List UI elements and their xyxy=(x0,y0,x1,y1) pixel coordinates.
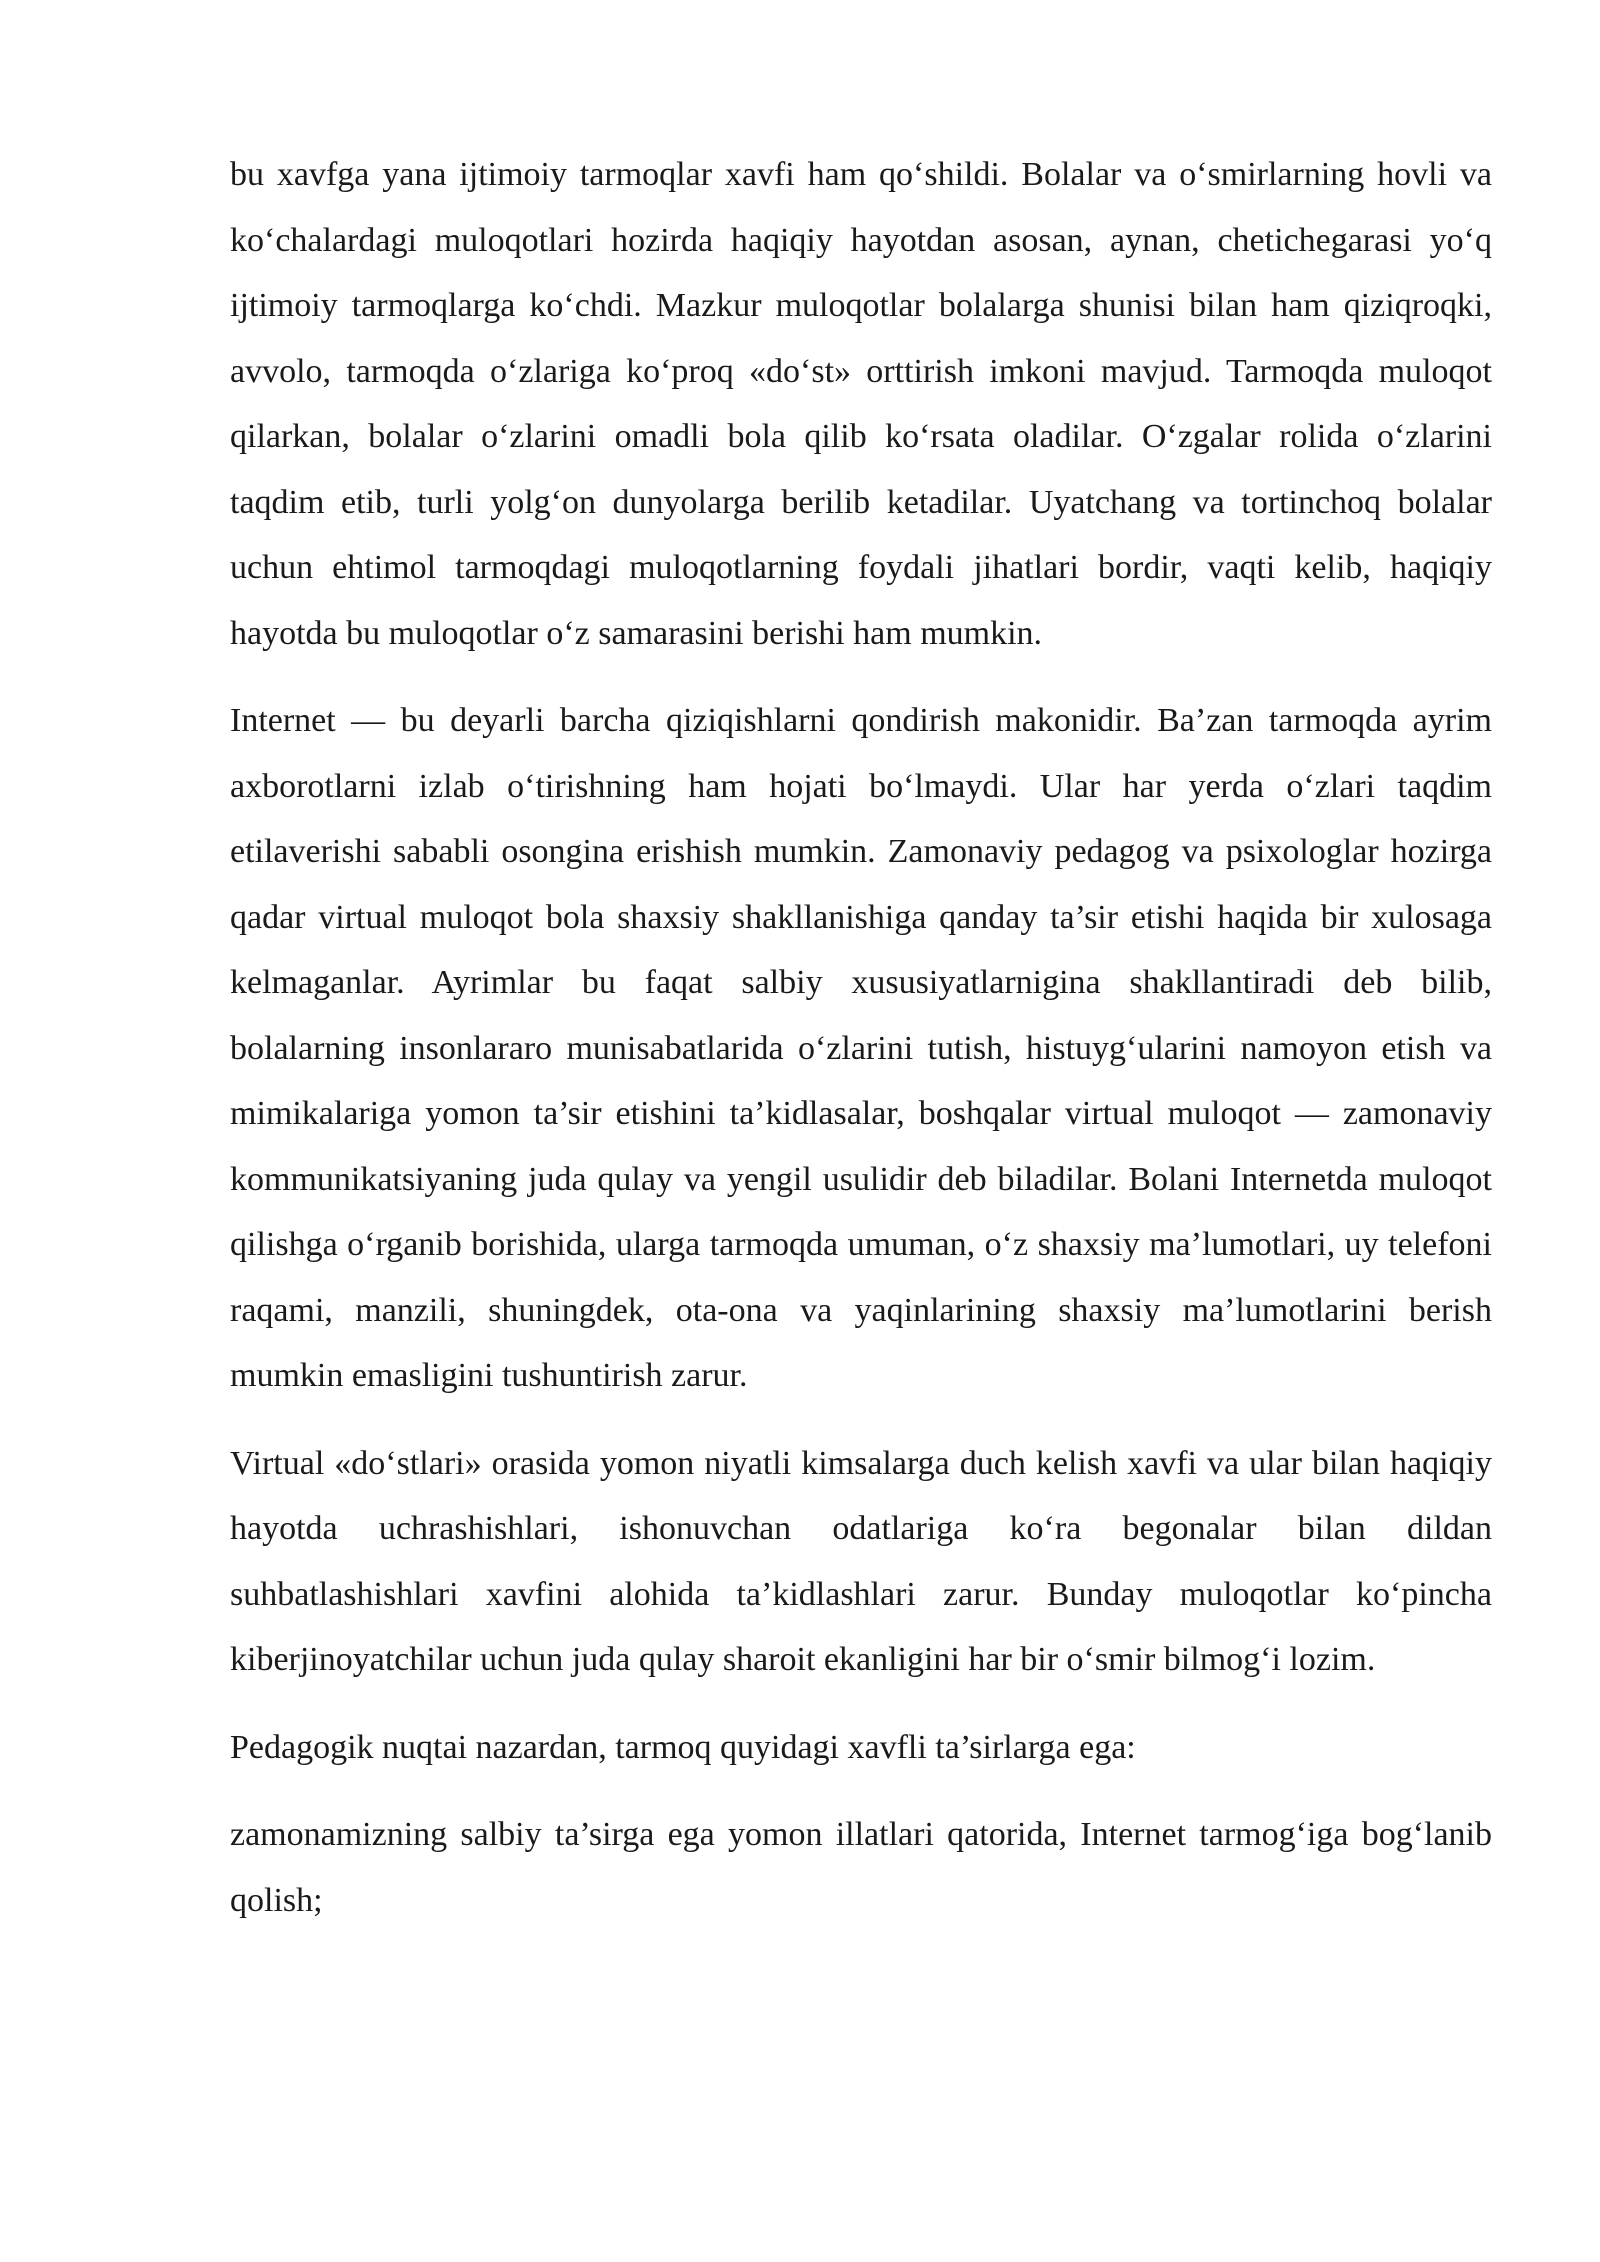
document-page xyxy=(230,142,1492,1955)
paragraph-internet-interests: Internet — bu deyarli barcha qiziqishlarni qondirish makonidir. Ba’zan tarmoqda ayrim axborotlarni izlab o‘tirishning ham hojati bo‘lmaydi. Ular har yerda o‘zlari taqdim etilaverishi sababli osongina erishish mumkin. Zamonaviy pedagog va psixologlar hozirga qadar virtual muloqot bola shaxsiy shakllanishiga qanday ta’sir etishi haqida bir xulosaga kelmaganlar. Ayrimlar bu faqat salbiy xususiyatlarnigina shakllantiradi deb bilib, bolalarning insonlararo munisabatlarida o‘zlarini tutish, histuyg‘ularini namoyon etish va mimikalariga yomon ta’sir etishini ta’kidlasalar, boshqalar virtual muloqot — zamonaviy kommunikatsiyaning juda qulay va yengil usulidir deb biladilar. Bolani Internetda muloqot qilishga o‘rganib borishida, ularga tarmoqda umuman, o‘z shaxsiy ma’lumotlari, uy telefoni raqami, manzili, shuningdek, ota-ona va yaqinlarining shaxsiy ma’lumotlarini berish mumkin emasligini tushuntirish zarur. xyxy=(230,702,1492,1394)
paragraph-internet-addiction: zamonamizning salbiy ta’sirga ega yomon illatlari qatorida, Internet tarmog‘iga bog‘lanib qolish; xyxy=(230,1816,1492,1919)
paragraph-virtual-friends: Virtual «do‘stlari» orasida yomon niyatli kimsalarga duch kelish xavfi va ular bilan haqiqiy hayotda uchrashishlari, ishonuvchan odatlariga ko‘ra begonalar bilan dildan suhbatlashishlari xavfini alohida ta’kidlashlari zarur. Bunday muloqotlar ko‘pincha kiberjinoyatchilar uchun juda qulay sharoit ekanligini har bir o‘smir bilmog‘i lozim. xyxy=(230,1444,1492,1678)
paragraph-pedagogical-view: Pedagogik nuqtai nazardan, tarmoq quyidagi xavfli ta’sirlarga ega: xyxy=(230,1728,1136,1766)
paragraph-social-networks: bu xavfga yana ijtimoiy tarmoqlar xavfi ham qo‘shildi. Bolalar va o‘smirlarning hovli va ko‘chalardagi muloqotlari hozirda haqiqiy hayotdan asosan, aynan, chetichegarasi yo‘q ijtimoiy tarmoqlarga ko‘chdi. Mazkur muloqotlar bolalarga shunisi bilan ham qiziqroqki, avvolo, tarmoqda o‘zlariga ko‘proq «do‘st» orttirish imkoni mavjud. Tarmoqda muloqot qilarkan, bolalar o‘zlarini omadli bola qilib ko‘rsata oladilar. O‘zgalar rolida o‘zlarini taqdim etib, turli yolg‘on dunyolarga berilib ketadilar. Uyatchang va tortinchoq bolalar uchun ehtimol tarmoqdagi muloqotlarning foydali jihatlari bordir, vaqti kelib, haqiqiy hayotda bu muloqotlar o‘z samarasini berishi ham mumkin. xyxy=(230,156,1492,652)
